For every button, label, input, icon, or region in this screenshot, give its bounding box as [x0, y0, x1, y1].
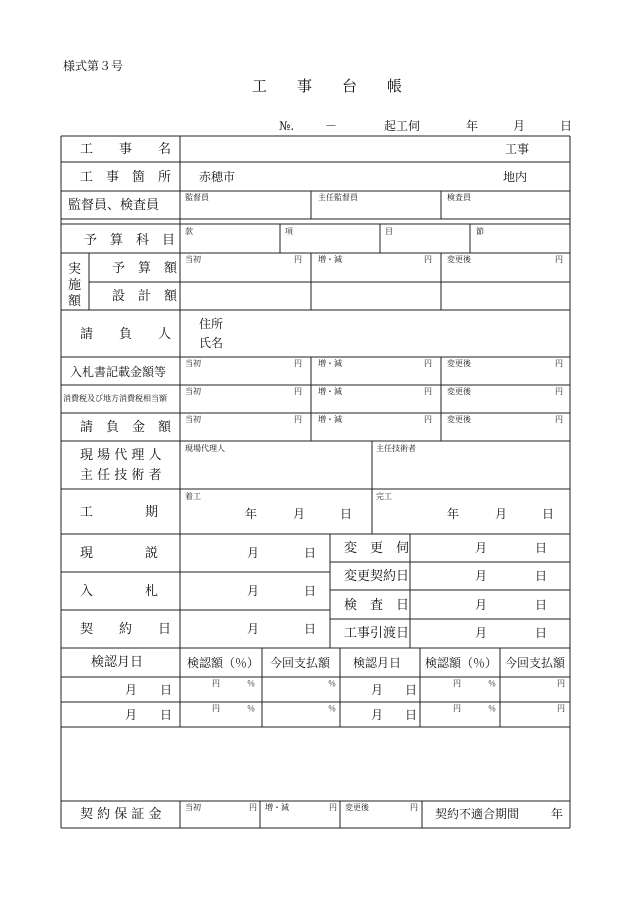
pay1-yen-2: 円: [453, 679, 461, 688]
form-number: 様式第３号: [63, 59, 124, 73]
completion-label: 完工: [376, 492, 392, 501]
completion-year: 年: [447, 507, 460, 521]
supervisors-label: 監督員、検査員: [68, 198, 160, 213]
bid-after: 変更後: [447, 359, 471, 368]
contract-initial: 当初: [185, 415, 201, 424]
site-agent-field-label: 現場代理人: [185, 444, 225, 453]
guarantee-incdec: 増・減: [265, 803, 289, 812]
name-label: 氏名: [199, 336, 224, 350]
address-label: 住所: [199, 317, 224, 331]
kou-label: 項: [285, 227, 293, 236]
change-contract-month: 月: [475, 569, 488, 583]
payments-header-amount-1: 検認額（％）: [187, 656, 260, 670]
contract-date-month: 月: [247, 622, 260, 636]
payments-header-date-1: 検認月日: [91, 655, 144, 670]
budget-initial-yen: 円: [294, 255, 302, 264]
no-label: №.: [279, 119, 295, 133]
budget-after-yen: 円: [555, 255, 563, 264]
supervisor-label: 監督員: [185, 193, 209, 202]
pay2-month-2: 月: [371, 708, 384, 722]
setsu-label: 節: [476, 227, 484, 236]
contract-initial-yen: 円: [294, 415, 302, 424]
guarantee-after-yen: 円: [410, 803, 418, 812]
payments-header-date-2: 検認月日: [353, 656, 402, 670]
start-month: 月: [293, 507, 306, 521]
contractor-label: 請 負 人: [80, 327, 172, 342]
pay1-month-2: 月: [371, 683, 384, 697]
contract-after: 変更後: [447, 415, 471, 424]
inspection-month: 月: [475, 598, 488, 612]
explanation-day: 日: [304, 546, 317, 560]
guarantee-initial-yen: 円: [249, 803, 257, 812]
pay2-yen-2: 円: [453, 704, 461, 713]
nonconformity-year: 年: [551, 807, 564, 821]
site-agent-label-1: 現 場 代 理 人: [80, 448, 162, 463]
tax-incdec: 増・減: [318, 387, 342, 396]
pay1-month: 月: [125, 683, 138, 697]
tax-label: 消費税及び地方消費税相当額: [63, 394, 167, 403]
bidding-month: 月: [247, 584, 260, 598]
pay2-percent: ％: [247, 704, 255, 713]
guarantee-incdec-yen: 円: [329, 803, 337, 812]
change-contract-label: 変更契約日: [344, 569, 410, 584]
pay2-percent-2: ％: [488, 704, 496, 713]
change-request-label: 変 更 伺: [344, 541, 410, 556]
bid-incdec: 増・減: [318, 359, 342, 368]
pay2-paid-yen-2: 円: [557, 704, 565, 713]
change-contract-day: 日: [535, 569, 548, 583]
handover-month: 月: [475, 626, 488, 640]
explanation-month: 月: [247, 546, 260, 560]
bidding-day: 日: [304, 584, 317, 598]
change-request-day: 日: [535, 541, 548, 555]
contract-date-day: 日: [304, 622, 317, 636]
inspection-label: 検 査 日: [344, 598, 410, 613]
payments-header-paid-1: 今回支払額: [270, 656, 331, 670]
pay1-paid-yen-2: 円: [557, 679, 565, 688]
guarantee-after: 変更後: [345, 803, 369, 812]
actual-amount-label: 実施額: [68, 262, 82, 309]
pay2-yen: 円: [212, 704, 220, 713]
inspector-label: 検査員: [447, 193, 471, 202]
contract-amount-label: 請 負 金 額: [80, 420, 172, 435]
guarantee-label: 契 約 保 証 金: [80, 807, 162, 822]
period-label: 工 期: [80, 505, 159, 520]
pay1-day-2: 日: [405, 683, 418, 697]
pay1-percent-2: ％: [488, 679, 496, 688]
moku-label: 目: [385, 227, 393, 236]
bid-initial: 当初: [185, 359, 201, 368]
kan-label: 款: [185, 227, 193, 236]
payments-header-paid-2: 今回支払額: [505, 656, 566, 670]
start-request-label: 起工伺: [384, 119, 421, 133]
site-agent-label-2: 主 任 技 術 者: [80, 468, 162, 483]
explanation-label: 現 説: [80, 546, 159, 561]
design-amount-label: 設 計 額: [112, 289, 178, 304]
start-year: 年: [245, 507, 258, 521]
pay2-paid-percent: ％: [328, 704, 336, 713]
change-request-month: 月: [475, 541, 488, 555]
tax-after-yen: 円: [555, 387, 563, 396]
completion-day: 日: [542, 507, 555, 521]
inspection-day: 日: [535, 598, 548, 612]
bid-initial-yen: 円: [294, 359, 302, 368]
header-month: 月: [513, 119, 526, 133]
start-day: 日: [340, 507, 353, 521]
contract-incdec: 増・減: [318, 415, 342, 424]
construction-name-label: 工 事 名: [80, 142, 172, 157]
handover-label: 工事引渡日: [344, 626, 410, 641]
start-work-label: 着工: [185, 492, 201, 501]
bid-amount-label: 入札書記載金額等: [70, 365, 167, 379]
budget-items-label: 予 算 科 目: [84, 233, 176, 248]
budget-after: 変更後: [447, 255, 471, 264]
handover-day: 日: [535, 626, 548, 640]
tax-incdec-yen: 円: [424, 387, 432, 396]
contract-incdec-yen: 円: [424, 415, 432, 424]
contract-after-yen: 円: [555, 415, 563, 424]
contract-date-label: 契 約 日: [80, 622, 172, 637]
chief-supervisor-label: 主任監督員: [318, 193, 358, 202]
budget-amount-label: 予 算 額: [112, 261, 178, 276]
pay2-month: 月: [125, 708, 138, 722]
tax-initial-yen: 円: [294, 387, 302, 396]
location-city: 赤穂市: [199, 170, 236, 184]
chief-engineer-field-label: 主任技術者: [376, 444, 416, 453]
bid-incdec-yen: 円: [424, 359, 432, 368]
pay2-day: 日: [160, 708, 173, 722]
location-suffix: 地内: [503, 170, 528, 184]
bid-after-yen: 円: [555, 359, 563, 368]
pay1-percent: ％: [247, 679, 255, 688]
bidding-label: 入 札: [80, 584, 159, 599]
pay1-paid-percent: ％: [328, 679, 336, 688]
header-day: 日: [560, 119, 573, 133]
tax-after: 変更後: [447, 387, 471, 396]
location-label: 工 事 箇 所: [80, 170, 172, 185]
budget-initial: 当初: [185, 255, 201, 264]
budget-incdec: 増・減: [318, 255, 342, 264]
header-year: 年: [466, 119, 479, 133]
page-title: 工 事 台 帳: [252, 77, 403, 95]
nonconformity-label: 契約不適合期間: [435, 807, 520, 821]
payments-header-amount-2: 検認額（％）: [425, 656, 498, 670]
tax-initial: 当初: [185, 387, 201, 396]
construction-name-suffix: 工事: [505, 142, 530, 156]
pay1-day: 日: [160, 683, 173, 697]
completion-month: 月: [495, 507, 508, 521]
no-dash: －: [325, 119, 338, 133]
pay1-yen: 円: [212, 679, 220, 688]
guarantee-initial: 当初: [185, 803, 201, 812]
pay2-day-2: 日: [405, 708, 418, 722]
budget-incdec-yen: 円: [424, 255, 432, 264]
